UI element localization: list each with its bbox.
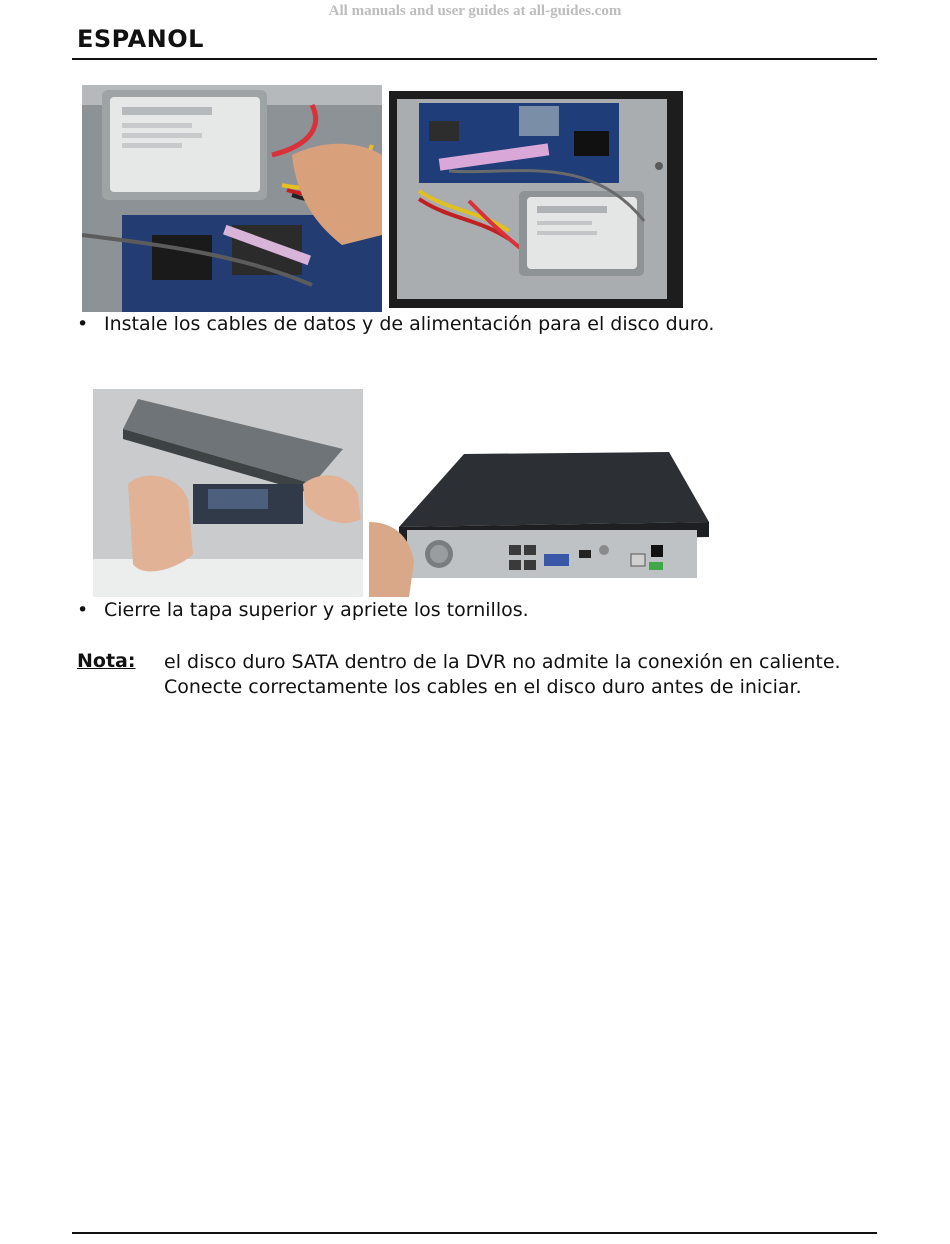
note-label: Nota:: [77, 650, 136, 672]
header-divider: [72, 58, 877, 60]
photo-closing-cover: [83, 389, 363, 597]
page-title: ESPANOL: [77, 25, 204, 53]
step-text: Instale los cables de datos y de alimentación para el disco duro.: [104, 313, 715, 335]
footer-divider: [72, 1232, 877, 1234]
note-text: [164, 650, 841, 700]
step-install-cables: [77, 313, 714, 335]
watermark: All manuals and user guides at all-guides.com: [328, 3, 622, 19]
photo-dvr-closed-rear-view: [369, 452, 710, 597]
step-text: Cierre la tapa superior y apriete los tornillos.: [104, 599, 529, 621]
photo-dvr-open-top-view: [389, 91, 683, 308]
note-line: el disco duro SATA dentro de la DVR no admite la conexión en caliente.: [164, 651, 841, 673]
bullet-marker: •: [77, 599, 89, 621]
step-close-cover: [77, 599, 529, 621]
note-line: Conecte correctamente los cables en el disco duro antes de iniciar.: [164, 676, 802, 698]
photo-hdd-cable-connection: [82, 85, 382, 312]
bullet-marker: •: [77, 313, 89, 335]
